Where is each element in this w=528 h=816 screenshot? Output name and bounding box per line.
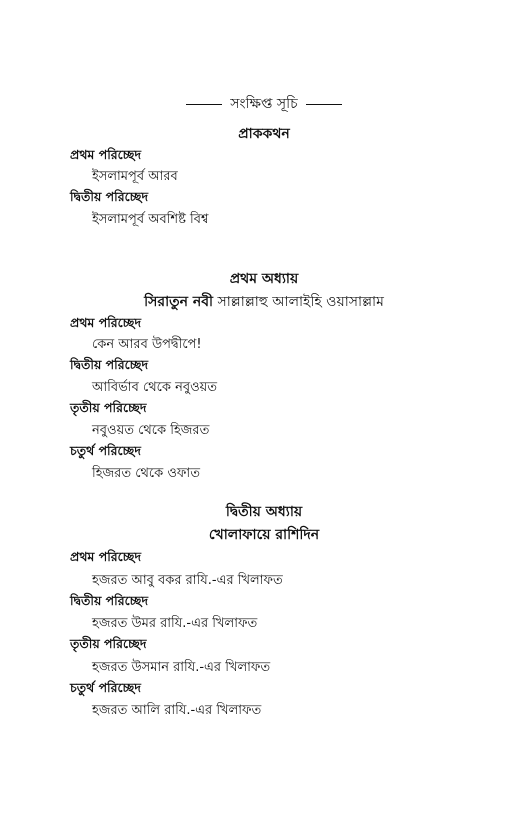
part1-chapter-1-entry: কেন আরব উপদ্বীপে! — [92, 337, 202, 352]
toc-title: সংক্ষিপ্ত সূচি — [230, 96, 298, 112]
part1-chapter-3-entry: নবুওয়ত থেকে হিজরত — [92, 423, 210, 438]
intro-chapter-2-entry: ইসলামপূর্ব অবশিষ্ট বিশ্ব — [92, 212, 209, 227]
part2-chapter-3-label: তৃতীয় পরিচ্ছেদ — [70, 636, 147, 651]
part2-chapter-4-entry: হজরত আলি রাযি.-এর খিলাফত — [92, 703, 262, 718]
part1-subtitle-bold: সিরাতুন নবী — [144, 294, 214, 310]
part1-chapter-1-label: প্রথম পরিচ্ছেদ — [70, 315, 142, 330]
part1-chapter-4-label: চতুর্থ পরিচ্ছেদ — [70, 443, 141, 458]
part2-chapter-1-label: প্রথম পরিচ্ছেদ — [70, 549, 142, 564]
part2-subtitle: খোলাফায়ে রাশিদিন — [208, 527, 320, 543]
part2-chapter-4-label: চতুর্থ পরিচ্ছেদ — [70, 680, 141, 695]
part2-title: দ্বিতীয় অধ্যায় — [225, 504, 303, 520]
intro-chapter-1-label: প্রথম পরিচ্ছেদ — [70, 147, 142, 162]
intro-chapter-2-label: দ্বিতীয় পরিচ্ছেদ — [70, 189, 149, 204]
part2-chapter-2-label: দ্বিতীয় পরিচ্ছেদ — [70, 593, 149, 608]
heading-dash-left — [186, 104, 222, 105]
intro-chapter-1-entry: ইসলামপূর্ব আরব — [92, 169, 178, 184]
part2-chapter-1-entry: হজরত আবু বকর রাযি.-এর খিলাফত — [92, 573, 283, 588]
part1-subtitle — [0, 290, 528, 314]
part1-chapter-4-entry: হিজরত থেকে ওফাত — [92, 466, 200, 481]
part1-chapter-2-entry: আবির্ভাব থেকে নবুওয়ত — [92, 380, 218, 395]
part2-chapter-2-entry: হজরত উমর রাযি.-এর খিলাফত — [92, 616, 258, 631]
part1-subtitle-rest: সাল্লাল্লাহু আলাইহি ওয়াসাল্লাম — [217, 294, 384, 310]
part2-chapter-3-entry: হজরত উসমান রাযি.-এর খিলাফত — [92, 660, 271, 675]
heading-dash-right — [306, 104, 342, 105]
part1-chapter-2-label: দ্বিতীয় পরিচ্ছেদ — [70, 357, 149, 372]
intro-title: প্রাককথন — [238, 126, 290, 142]
part1-chapter-3-label: তৃতীয় পরিচ্ছেদ — [70, 400, 147, 415]
toc-heading — [0, 92, 528, 116]
part1-title: প্রথম অধ্যায় — [229, 271, 299, 287]
